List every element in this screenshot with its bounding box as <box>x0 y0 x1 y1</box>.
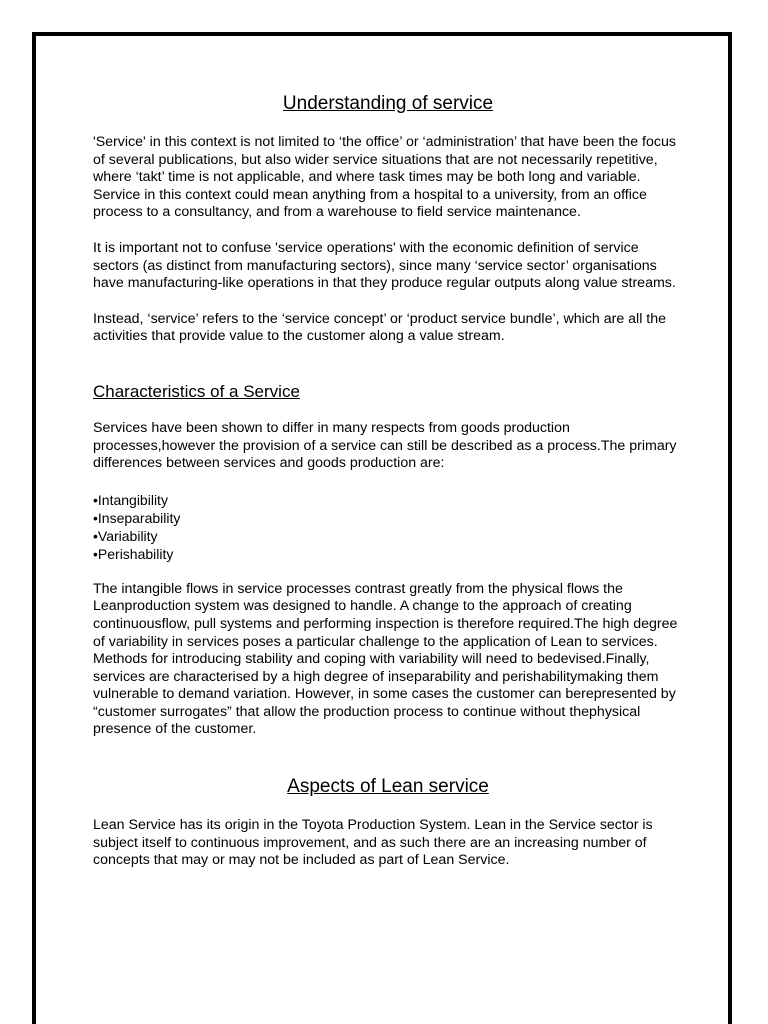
heading-understanding-of-service: Understanding of service <box>282 93 494 114</box>
list-item: •Variability <box>93 527 158 544</box>
characteristics-list <box>93 491 683 563</box>
list-item: •Inseparability <box>93 509 181 526</box>
paragraph: 'Service' in this context is not limited to ‘the office’ or ‘administration’ that have been the focus of several publications, but also wider service situations that are not necessarily repetitive, where ‘takt’ time is not applicable, and where task times may be both long and variable. Service in this context could mean anything from a hospital to a university, from an office process to a consultancy, and from a warehouse to field service maintenance. <box>93 134 676 221</box>
list-item: •Intangibility <box>93 491 168 508</box>
paragraph: It is important not to confuse 'service operations' with the economic definition of service sectors (as distinct from manufacturing sectors), since many ‘service sector’ organisations have manufacturing-like operations in that they produce regular outputs along value streams. <box>93 239 676 292</box>
document-body <box>93 90 683 870</box>
paragraph: Services have been shown to differ in many respects from goods production processes,however the provision of a service can still be described as a process.The primary differences between services and goods production are: <box>93 419 677 472</box>
paragraph: Lean Service has its origin in the Toyota Production System. Lean in the Service sector is subject itself to continuous improvement, and as such there are an increasing number of concepts that may or may not be included as part of Lean Service. <box>93 817 653 869</box>
heading-characteristics-of-a-service: Characteristics of a Service <box>93 381 300 401</box>
list-item: •Perishability <box>93 545 174 562</box>
paragraph: Instead, ‘service’ refers to the ‘service concept’ or ‘product service bundle’, which are all the activities that provide value to the customer along a value stream. <box>93 310 667 345</box>
paragraph: The intangible flows in service processes contrast greatly from the physical flows the Leanproduction system was designed to handle. A change to the approach of creating continuousflow, pull systems and performing inspection is therefore required.The high degree of variability in services poses a particular challenge to the application of Lean to services. Methods for introducing stability and coping with variability will need to bedevised.Finally, services are characterised by a high degree of inseparability and perishabilitymaking them vulnerable to demand variation. However, in some cases the customer can berepresented by “customer surrogates” that allow the production process to continue without thephysical presence of the customer. <box>93 580 678 738</box>
heading-aspects-of-lean-service: Aspects of Lean service <box>287 776 489 798</box>
